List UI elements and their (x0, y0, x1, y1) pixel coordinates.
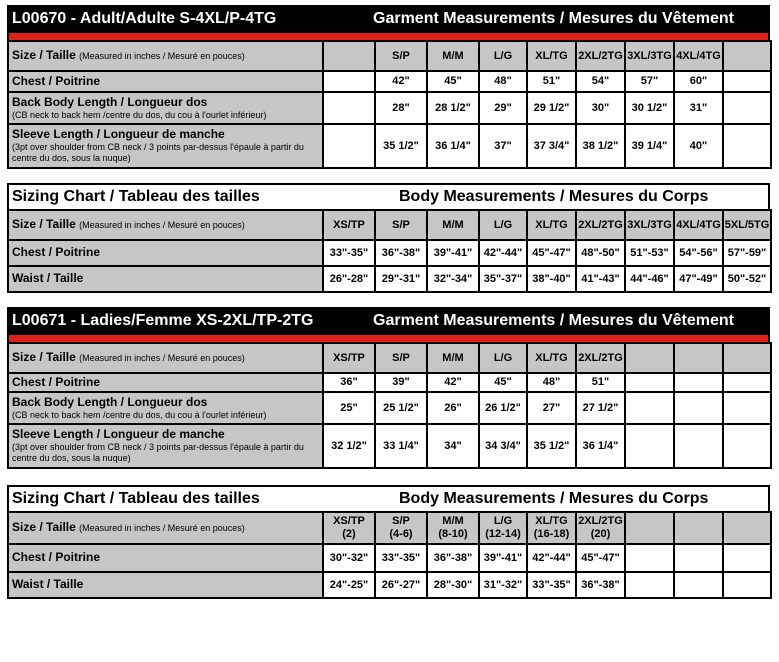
back-desc: (CB neck to back hem /centre du dos, du cou à l'ourlet inférieur) (12, 409, 267, 420)
size-header: L/G (479, 41, 527, 71)
size-label: Size / Taille (12, 48, 76, 63)
size-number: (4-6) (389, 528, 413, 540)
value-cell: 39" (375, 373, 427, 392)
garment-measurements-heading: Garment Measurements / Mesures du Vêtement (373, 312, 735, 329)
ladies-body-header (7, 485, 770, 511)
value-cell: 29" (479, 92, 527, 124)
size-label: Size / Taille (12, 350, 76, 365)
chest-row (8, 544, 771, 572)
value-cell: 51"-53" (625, 240, 674, 266)
body-measurements-heading: Body Measurements / Mesures du Corps (399, 490, 709, 507)
value-cell: 42"-44" (479, 240, 527, 266)
size-header: 4XL/4TG (674, 210, 723, 240)
value-cell: 54"-56" (674, 240, 723, 266)
sleeve-desc: (3pt over shoulder from CB neck / 3 points par-dessus l'épaule à partir du centre du dos, sous la nuque) (12, 142, 304, 163)
value-cell: 39 1/4" (625, 124, 674, 168)
value-cell: 45" (427, 71, 479, 92)
spacer-cell (323, 41, 375, 71)
size-header (576, 512, 625, 544)
value-cell: 36 1/4" (427, 124, 479, 168)
value-cell: 33"-35" (323, 240, 375, 266)
size-row (8, 210, 771, 240)
waist-row (8, 266, 771, 292)
spacer-cell (674, 512, 723, 544)
value-cell: 42"-44" (527, 544, 576, 572)
empty-cell (723, 92, 771, 124)
adult-body-section (7, 183, 770, 293)
value-cell: 36"-38" (427, 544, 479, 572)
value-cell: 25 1/2" (375, 392, 427, 424)
value-cell: 57" (625, 71, 674, 92)
empty-cell (674, 392, 723, 424)
chest-row (8, 71, 771, 92)
value-cell: 35"-37" (479, 266, 527, 292)
size-header: 2XL/2TG (576, 210, 625, 240)
size-label-cell (8, 41, 323, 71)
sleeve-length-row (8, 424, 771, 468)
value-cell: 39"-41" (479, 544, 527, 572)
spacer-cell (723, 41, 771, 71)
value-cell: 50"-52" (723, 266, 771, 292)
value-cell: 41"-43" (576, 266, 625, 292)
empty-cell (625, 544, 674, 572)
size-code: L/G (493, 515, 513, 528)
garment-measurements-heading: Garment Measurements / Mesures du Vêtement (373, 10, 735, 27)
value-cell: 54" (576, 71, 625, 92)
size-row (8, 512, 771, 544)
size-header: S/P (375, 41, 427, 71)
sleeve-label-cell (8, 424, 323, 468)
value-cell: 26" (427, 392, 479, 424)
sleeve-label-cell (8, 124, 323, 168)
value-cell: 45"-47" (576, 544, 625, 572)
empty-cell (723, 544, 771, 572)
size-header: 3XL/3TG (625, 41, 674, 71)
size-label-cell (8, 343, 323, 373)
value-cell: 36" (323, 373, 375, 392)
value-cell: 38 1/2" (576, 124, 625, 168)
adult-garment-section (7, 5, 770, 169)
adult-product-title: L00670 - Adult/Adulte S-4XL/P-4TG (12, 10, 277, 27)
value-cell: 35 1/2" (375, 124, 427, 168)
ladies-body-table (7, 511, 772, 599)
value-cell: 40" (674, 124, 723, 168)
value-cell: 30 1/2" (625, 92, 674, 124)
waist-row (8, 572, 771, 598)
size-number: (16-18) (533, 528, 570, 540)
spacer-cell (723, 512, 771, 544)
back-desc: (CB neck to back hem /centre du dos, du cou à l'ourlet inférieur) (12, 109, 267, 120)
empty-cell (723, 71, 771, 92)
size-code: 2XL/2TG (578, 515, 623, 528)
value-cell: 45" (479, 373, 527, 392)
size-note: (Measured in inches / Mesuré en pouces) (79, 220, 245, 231)
value-cell: 44"-46" (625, 266, 674, 292)
sleeve-label: Sleeve Length / Longueur de manche (12, 427, 225, 442)
value-cell: 24"-25" (323, 572, 375, 598)
empty-cell (323, 92, 375, 124)
value-cell: 45"-47" (527, 240, 576, 266)
back-label: Back Body Length / Longueur dos (12, 394, 208, 409)
ladies-title-bar (7, 307, 770, 335)
chest-label: Chest / Poitrine (8, 373, 323, 392)
value-cell: 28 1/2" (427, 92, 479, 124)
spacer-cell (674, 343, 723, 373)
size-header: XL/TG (527, 343, 576, 373)
size-code: M/M (442, 515, 464, 528)
size-note: (Measured in inches / Mesuré en pouces) (79, 51, 245, 62)
value-cell: 31" (674, 92, 723, 124)
size-header: XS/TP (323, 210, 375, 240)
value-cell: 32 1/2" (323, 424, 375, 468)
size-header (375, 512, 427, 544)
value-cell: 29 1/2" (527, 92, 576, 124)
value-cell: 25" (323, 392, 375, 424)
empty-cell (323, 71, 375, 92)
ladies-product-title: L00671 - Ladies/Femme XS-2XL/TP-2TG (12, 312, 314, 329)
size-header: 2XL/2TG (576, 41, 625, 71)
value-cell: 31"-32" (479, 572, 527, 598)
size-row (8, 343, 771, 373)
value-cell: 29"-31" (375, 266, 427, 292)
empty-cell (625, 424, 674, 468)
value-cell: 38"-40" (527, 266, 576, 292)
chest-label: Chest / Poitrine (8, 71, 323, 92)
size-header: 2XL/2TG (576, 343, 625, 373)
size-label: Size / Taille (12, 217, 76, 232)
adult-garment-table (7, 40, 772, 169)
adult-body-header (7, 183, 770, 209)
back-length-row (8, 92, 771, 124)
size-header: XL/TG (527, 210, 576, 240)
ladies-garment-table (7, 342, 772, 469)
empty-cell (674, 424, 723, 468)
value-cell: 32"-34" (427, 266, 479, 292)
size-header: 5XL/5TG (723, 210, 771, 240)
size-header: L/G (479, 210, 527, 240)
value-cell: 48"-50" (576, 240, 625, 266)
ladies-body-section (7, 485, 770, 599)
size-note: (Measured in inches / Mesuré en pouces) (79, 523, 245, 534)
chest-label: Chest / Poitrine (8, 544, 323, 572)
value-cell: 28" (375, 92, 427, 124)
value-cell: 51" (576, 373, 625, 392)
empty-cell (323, 124, 375, 168)
chest-label: Chest / Poitrine (8, 240, 323, 266)
size-header: M/M (427, 343, 479, 373)
sizing-chart-heading: Sizing Chart / Tableau des tailles (12, 188, 260, 205)
size-header: M/M (427, 210, 479, 240)
value-cell: 57"-59" (723, 240, 771, 266)
red-divider (7, 335, 770, 342)
size-header: S/P (375, 343, 427, 373)
empty-cell (625, 373, 674, 392)
adult-title-bar (7, 5, 770, 33)
value-cell: 30" (576, 92, 625, 124)
size-label-cell (8, 210, 323, 240)
value-cell: 33"-35" (527, 572, 576, 598)
size-header (427, 512, 479, 544)
chest-row (8, 373, 771, 392)
empty-cell (723, 124, 771, 168)
value-cell: 28"-30" (427, 572, 479, 598)
empty-cell (723, 392, 771, 424)
size-code: XL/TG (535, 515, 568, 528)
empty-cell (723, 373, 771, 392)
spacer-cell (625, 512, 674, 544)
value-cell: 42" (375, 71, 427, 92)
body-measurements-heading: Body Measurements / Mesures du Corps (399, 188, 709, 205)
value-cell: 27" (527, 392, 576, 424)
size-note: (Measured in inches / Mesuré en pouces) (79, 353, 245, 364)
spacer-cell (625, 343, 674, 373)
sleeve-length-row (8, 124, 771, 168)
value-cell: 27 1/2" (576, 392, 625, 424)
value-cell: 47"-49" (674, 266, 723, 292)
sleeve-desc: (3pt over shoulder from CB neck / 3 points par-dessus l'épaule à partir du centre du dos, sous la nuque) (12, 442, 304, 463)
value-cell: 48" (527, 373, 576, 392)
value-cell: 36 1/4" (576, 424, 625, 468)
empty-cell (723, 424, 771, 468)
waist-label: Waist / Taille (8, 572, 323, 598)
empty-cell (674, 572, 723, 598)
size-header: 4XL/4TG (674, 41, 723, 71)
empty-cell (674, 373, 723, 392)
size-header: M/M (427, 41, 479, 71)
value-cell: 39"-41" (427, 240, 479, 266)
size-label-cell (8, 512, 323, 544)
size-row (8, 41, 771, 71)
value-cell: 37 3/4" (527, 124, 576, 168)
size-code: S/P (392, 515, 410, 528)
size-header: L/G (479, 343, 527, 373)
value-cell: 26"-28" (323, 266, 375, 292)
back-label-cell (8, 392, 323, 424)
back-length-row (8, 392, 771, 424)
value-cell: 33 1/4" (375, 424, 427, 468)
size-number: (20) (590, 528, 611, 540)
value-cell: 60" (674, 71, 723, 92)
waist-label: Waist / Taille (8, 266, 323, 292)
value-cell: 26 1/2" (479, 392, 527, 424)
empty-cell (625, 572, 674, 598)
red-divider (7, 33, 770, 40)
value-cell: 36"-38" (576, 572, 625, 598)
size-number: (2) (342, 528, 356, 540)
size-header: S/P (375, 210, 427, 240)
size-header: 3XL/3TG (625, 210, 674, 240)
size-label: Size / Taille (12, 520, 76, 535)
size-code: XS/TP (333, 515, 365, 528)
size-header (323, 512, 375, 544)
spacer-cell (723, 343, 771, 373)
size-header: XL/TG (527, 41, 576, 71)
chest-row (8, 240, 771, 266)
back-label: Back Body Length / Longueur dos (12, 94, 208, 109)
ladies-garment-section (7, 307, 770, 469)
size-number: (12-14) (485, 528, 521, 540)
empty-cell (674, 544, 723, 572)
sizing-chart-heading: Sizing Chart / Tableau des tailles (12, 490, 260, 507)
empty-cell (625, 392, 674, 424)
value-cell: 34 3/4" (479, 424, 527, 468)
size-header: XS/TP (323, 343, 375, 373)
size-number: (8-10) (438, 528, 468, 540)
value-cell: 34" (427, 424, 479, 468)
value-cell: 48" (479, 71, 527, 92)
value-cell: 33"-35" (375, 544, 427, 572)
size-header (479, 512, 527, 544)
value-cell: 26"-27" (375, 572, 427, 598)
back-label-cell (8, 92, 323, 124)
value-cell: 36"-38" (375, 240, 427, 266)
value-cell: 42" (427, 373, 479, 392)
size-header (527, 512, 576, 544)
value-cell: 30"-32" (323, 544, 375, 572)
value-cell: 37" (479, 124, 527, 168)
sleeve-label: Sleeve Length / Longueur de manche (12, 127, 225, 142)
empty-cell (723, 572, 771, 598)
value-cell: 35 1/2" (527, 424, 576, 468)
adult-body-table (7, 209, 772, 293)
value-cell: 51" (527, 71, 576, 92)
